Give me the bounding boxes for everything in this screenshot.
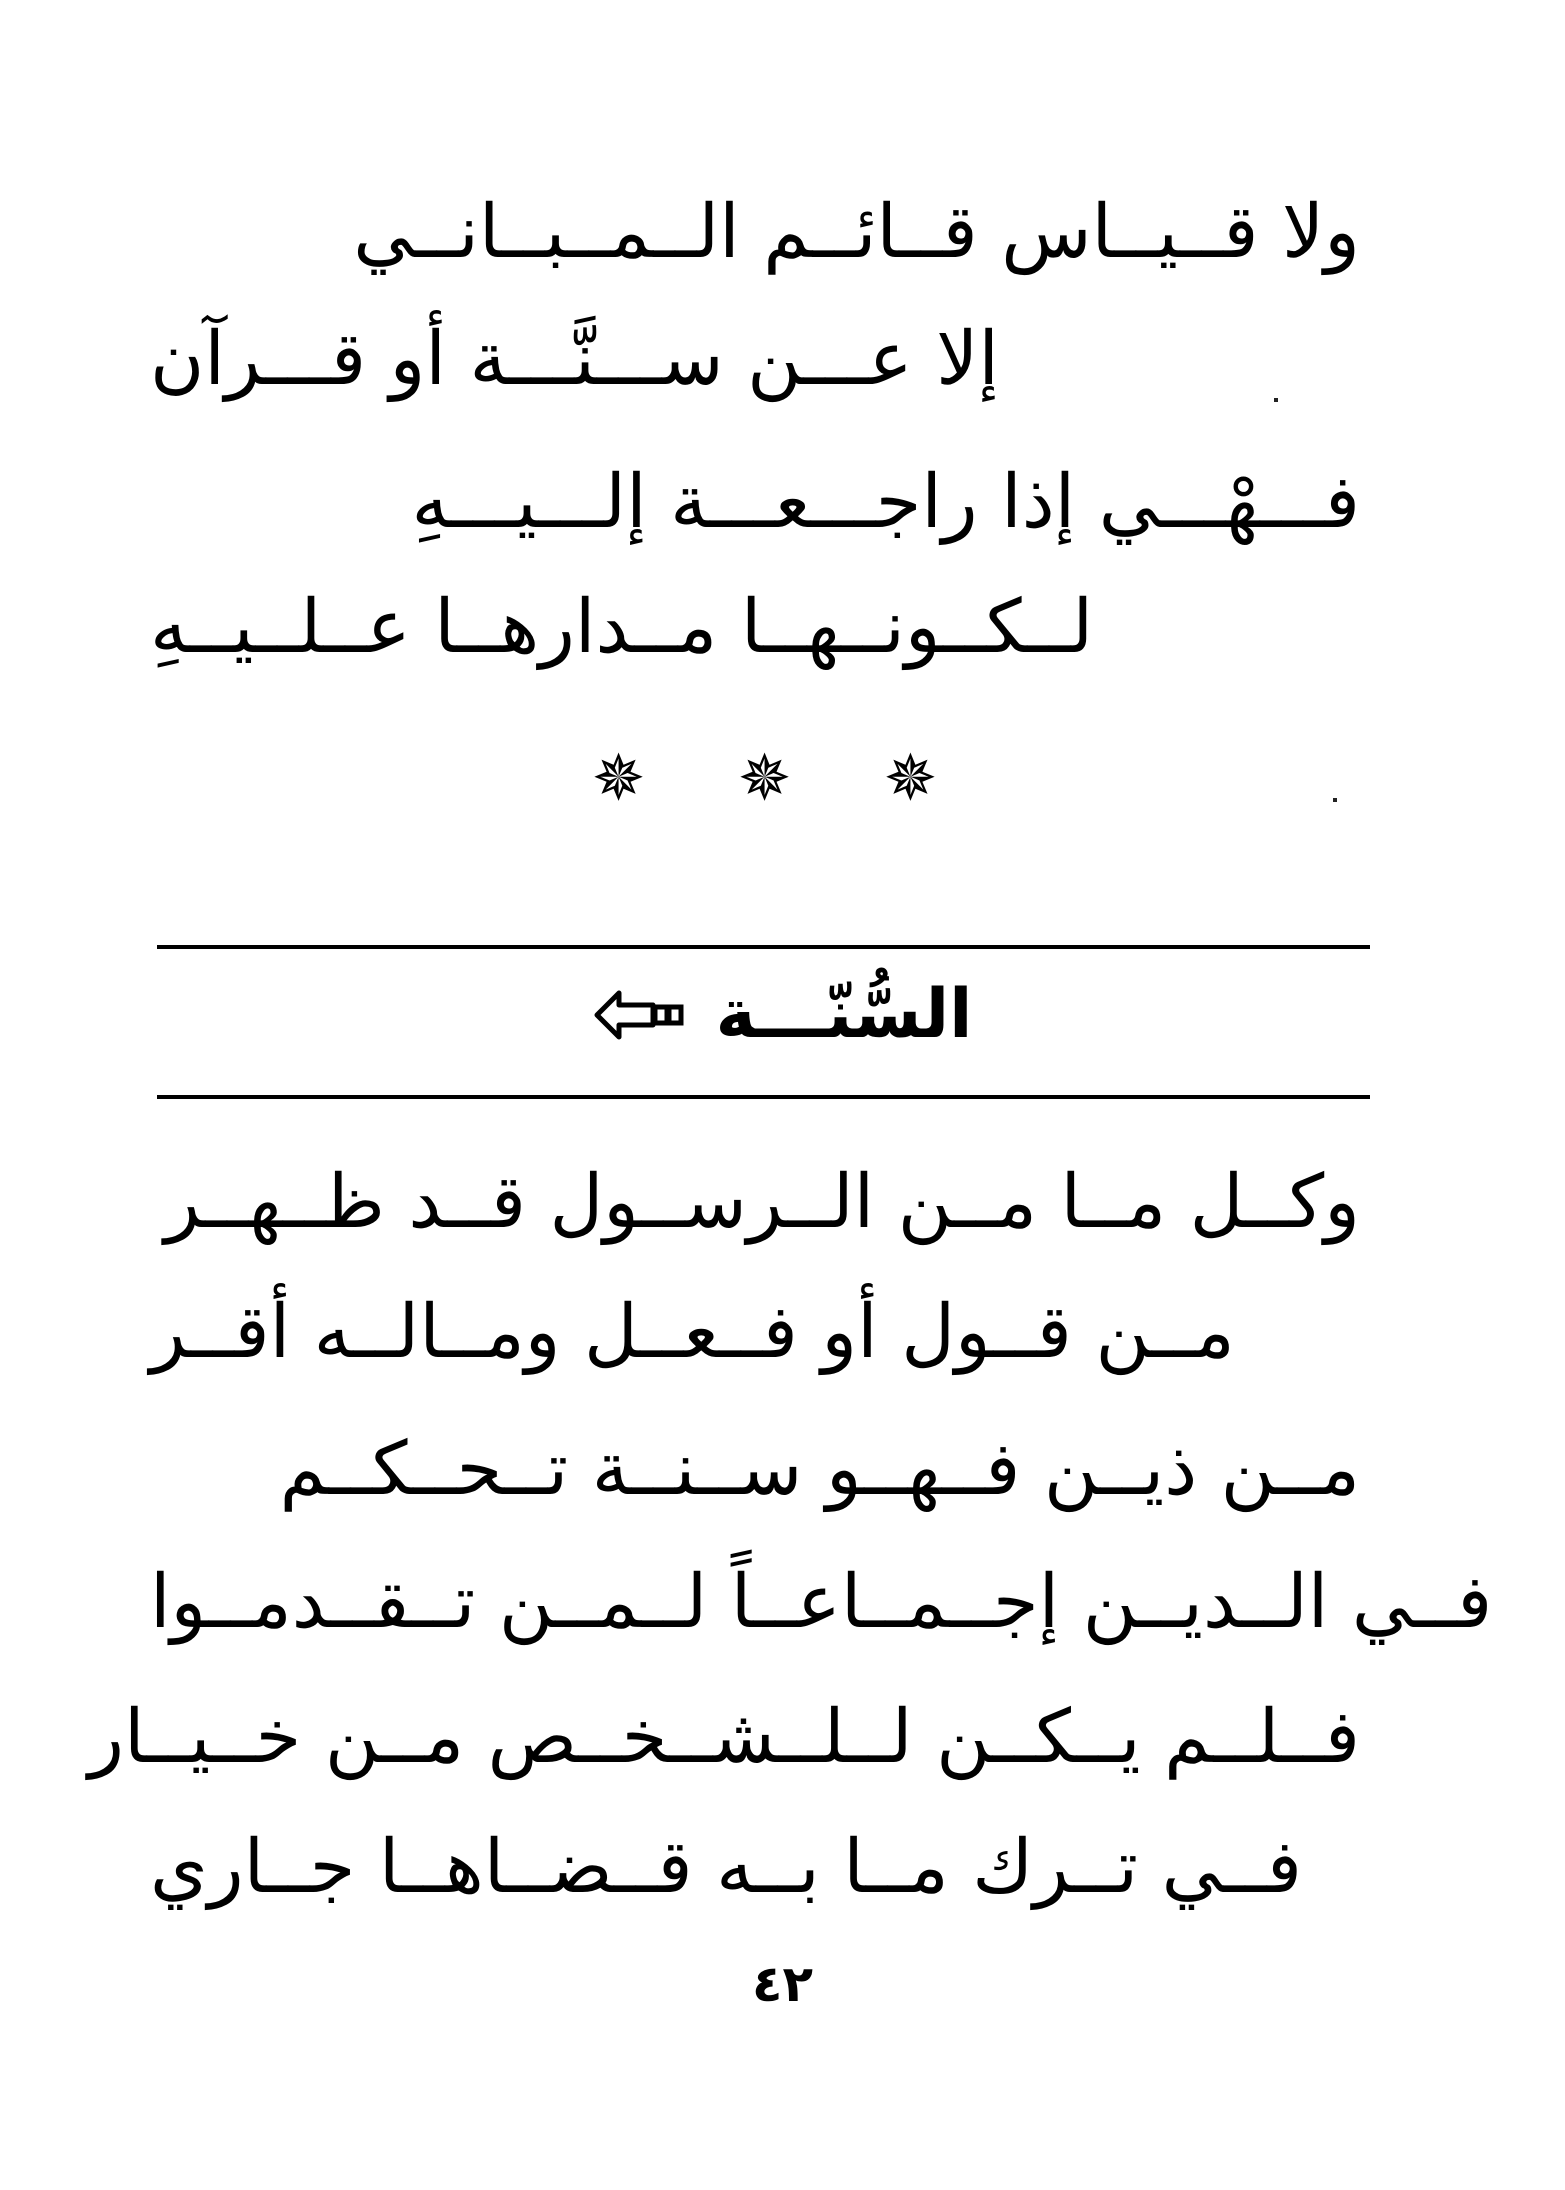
divider-top: [157, 945, 1370, 949]
verse-line-3-second: مــن قــول أو فــعــل ومــالــه أقــر: [150, 1289, 1235, 1375]
page-number: ٤٢: [751, 1955, 814, 2013]
stars-separator: ✵ ✵ ✵: [591, 742, 974, 816]
verse-line-4-first: مــن ذيــن فــهــو ســنــة تــحــكــم: [279, 1426, 1360, 1512]
verse-line-4-second: فــي الــديــن إجــمــاعــاً لــمــن تــقــدمــوا: [150, 1559, 1493, 1645]
scan-speck: [1333, 798, 1337, 802]
verse-line-2-second: لــكــونــهــا مــدارهــا عــلــيــهِ: [150, 584, 1094, 670]
verse-line-5-first: فــلــم يــكــن لــلــشــخــص مــن خــيــار: [88, 1694, 1360, 1780]
scan-speck: [1274, 398, 1278, 402]
pointing-hand-icon: [593, 985, 685, 1045]
verse-line-5-second: فــي تــرك مــا بــه قــضــاهــا جــاري: [150, 1824, 1303, 1910]
verse-line-3-first: وكــل مــا مــن الــرســول قــد ظــهــر: [164, 1159, 1360, 1245]
section-heading: [0, 975, 1565, 1054]
verse-line-1-first: ولا قــيــاس قــائــم الــمــبــانــي: [353, 189, 1360, 275]
section-title: السُّنّـــة: [715, 975, 973, 1054]
divider-bottom: [157, 1095, 1370, 1099]
verse-line-1-second: إلا عـــن ســـنَّـــة أو قـــرآن: [150, 316, 999, 402]
verse-line-2-first: فـــهْـــي إذا راجـــعـــة إلـــيـــهِ: [411, 459, 1360, 545]
